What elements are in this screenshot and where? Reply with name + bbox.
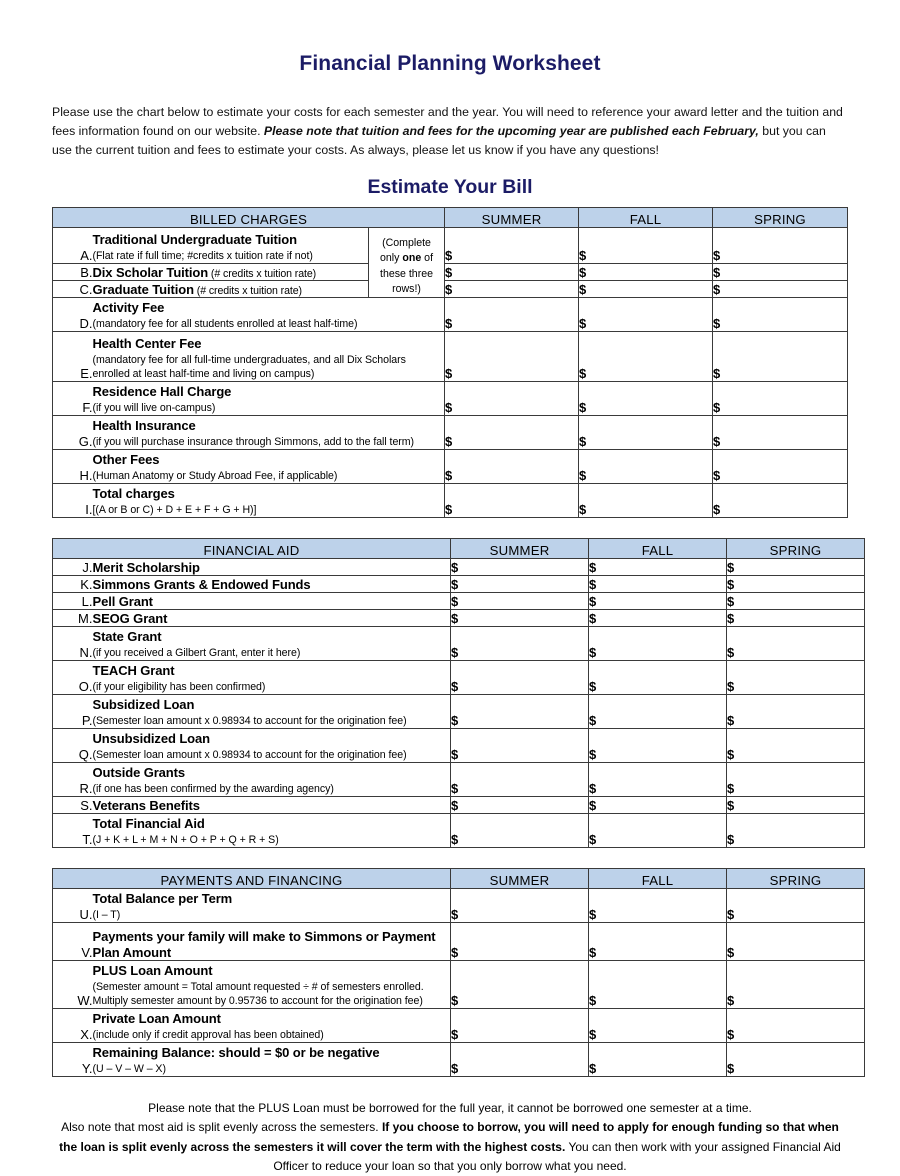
row-title-a: Traditional Undergraduate Tuition [92,232,297,248]
amount-cell-l-fall[interactable]: $ [589,593,727,610]
row-label-t [93,814,451,848]
table-row [53,797,865,814]
amount-cell-k-fall[interactable]: $ [589,576,727,593]
amount-cell-u-spring[interactable]: $ [727,889,865,923]
amount-cell-i-summer[interactable]: $ [445,484,579,518]
row-letter-d: D. [53,298,93,332]
amount-cell-c-summer[interactable]: $ [445,281,579,298]
row-title-g: Health Insurance [92,418,196,434]
amount-cell-x-spring[interactable]: $ [727,1009,865,1043]
row-letter-e: E. [53,332,93,382]
table-row [53,923,865,961]
amount-cell-p-summer[interactable]: $ [451,695,589,729]
amount-cell-w-spring[interactable]: $ [727,961,865,1009]
row-subtitle-c: (# credits x tuition rate) [193,284,302,297]
row-subtitle-w: (Semester amount = Total amount requested ÷ # of semesters enrolled. Multiply semester amount by 0.95736 to account for the origination fee) [92,980,424,1007]
row-subtitle-e: (mandatory fee for all full-time undergraduates, and all Dix Scholars enrolled at least half-time and living on campus) [92,353,406,380]
footnote-block [0,1077,900,1176]
row-title-c-text: Graduate Tuition [92,281,194,297]
row-label-p [93,695,451,729]
row-subtitle-d: (mandatory fee for all students enrolled at least half-time) [92,317,358,330]
table-row [53,763,865,797]
row-label-y [93,1043,451,1077]
amount-cell-s-fall[interactable]: $ [589,797,727,814]
table-row [53,450,848,484]
amount-cell-x-summer[interactable]: $ [451,1009,589,1043]
footnote-line2-bold: If you choose to borrow, you will need to apply for enough funding so that when the loan is split evenly across the semesters it will cover the term with the highest costs. [59,1120,839,1154]
amount-cell-r-fall[interactable]: $ [589,763,727,797]
row-title-d: Activity Fee [92,300,165,316]
row-letter-i: I. [53,484,93,518]
financial-aid-table [52,538,865,848]
row-label-i [93,484,445,518]
payments-and-financing-table [52,868,865,1077]
amount-cell-g-summer[interactable]: $ [445,416,579,450]
row-title-b [93,265,369,281]
amount-cell-n-spring[interactable]: $ [727,627,865,661]
column-header-summer: SUMMER [451,869,589,889]
amount-cell-e-spring[interactable]: $ [713,332,848,382]
row-subtitle-o: (if your eligibility has been confirmed) [92,680,266,693]
amount-cell-t-summer[interactable]: $ [451,814,589,848]
row-subtitle-g: (if you will purchase insurance through Simmons, add to the fall term) [92,435,415,448]
row-title-h: Other Fees [92,452,160,468]
amount-cell-m-fall[interactable]: $ [589,610,727,627]
amount-cell-r-spring[interactable]: $ [727,763,865,797]
row-title-l: Pell Grant [92,593,153,609]
amount-cell-u-summer[interactable]: $ [451,889,589,923]
amount-cell-l-spring[interactable]: $ [727,593,865,610]
row-letter-w: W. [53,961,93,1009]
table-row [53,593,865,610]
amount-cell-t-fall[interactable]: $ [589,814,727,848]
amount-cell-q-fall[interactable]: $ [589,729,727,763]
amount-cell-a-fall[interactable]: $ [579,228,713,264]
complete-note-line2-bold: one [402,252,422,265]
amount-cell-b-spring[interactable]: $ [713,264,848,281]
amount-cell-j-spring[interactable]: $ [727,559,865,576]
row-letter-g: G. [53,416,93,450]
intro-emphasis: Please note that tuition and fees for the upcoming year are published each February, [263,124,759,139]
amount-cell-w-summer[interactable]: $ [451,961,589,1009]
amount-cell-n-fall[interactable]: $ [589,627,727,661]
amount-cell-m-summer[interactable]: $ [451,610,589,627]
row-title-e: Health Center Fee [92,336,202,352]
row-title-s: Veterans Benefits [92,797,200,813]
row-subtitle-b: (# credits x tuition rate) [208,267,317,280]
row-label-n [93,627,451,661]
amount-cell-q-summer[interactable]: $ [451,729,589,763]
row-label-c [93,281,369,298]
amount-cell-k-summer[interactable]: $ [451,576,589,593]
row-label-d [93,298,445,332]
row-title-i: Total charges [92,486,175,502]
row-label-o [93,661,451,695]
row-subtitle-y: (U – V – W – X) [92,1062,166,1075]
complete-note-line2-post: of [421,252,434,265]
table-row [53,729,865,763]
row-title-f: Residence Hall Charge [92,384,232,400]
amount-cell-l-summer[interactable]: $ [451,593,589,610]
table-row [53,889,865,923]
row-subtitle-r: (if one has been confirmed by the awarding agency) [92,782,334,795]
table-row [53,332,848,382]
billed-charges-table [52,207,848,518]
row-subtitle-t: (J + K + L + M + N + O + P + Q + R + S) [92,833,279,846]
amount-cell-m-spring[interactable]: $ [727,610,865,627]
table-row [53,416,848,450]
amount-cell-n-summer[interactable]: $ [451,627,589,661]
table-row [53,610,865,627]
row-letter-u: U. [53,889,93,923]
page-title: Financial Planning Worksheet [299,52,601,75]
table-row [53,695,865,729]
row-subtitle-n: (if you received a Gilbert Grant, enter it here) [92,646,301,659]
complete-one-of-three-note [369,228,445,298]
complete-note-line2-pre: only [380,252,403,265]
amount-cell-b-summer[interactable]: $ [445,264,579,281]
table-row [53,298,848,332]
row-letter-c: C. [53,281,93,298]
table-row [53,661,865,695]
row-label-x [93,1009,451,1043]
table-row [53,228,848,264]
column-header-spring: SPRING [713,208,848,228]
row-label-a [93,228,369,264]
amount-cell-r-summer[interactable]: $ [451,763,589,797]
row-subtitle-u: (I – T) [92,908,121,921]
row-letter-n: N. [53,627,93,661]
row-subtitle-a: (Flat rate if full time; #credits x tuition rate if not) [92,249,313,262]
row-title-p: Subsidized Loan [92,697,195,713]
row-letter-j: J. [53,559,93,576]
amount-cell-s-summer[interactable]: $ [451,797,589,814]
row-letter-p: P. [53,695,93,729]
amount-cell-e-summer[interactable]: $ [445,332,579,382]
row-label-v [93,923,451,961]
amount-cell-f-fall[interactable]: $ [579,382,713,416]
footnote-line2-pre: Also note that most aid is split evenly across the semesters. [61,1120,382,1135]
table-row [53,382,848,416]
row-label-e [93,332,445,382]
amount-cell-h-summer[interactable]: $ [445,450,579,484]
row-subtitle-h: (Human Anatomy or Study Abroad Fee, if applicable) [92,469,338,482]
amount-cell-p-spring[interactable]: $ [727,695,865,729]
column-header-summer: SUMMER [451,539,589,559]
row-title-j: Merit Scholarship [92,559,200,575]
amount-cell-q-spring[interactable]: $ [727,729,865,763]
amount-cell-v-fall[interactable]: $ [589,923,727,961]
table-row [53,961,865,1009]
table-row [53,484,848,518]
row-letter-o: O. [53,661,93,695]
row-label-m [93,610,451,627]
amount-cell-g-fall[interactable]: $ [579,416,713,450]
row-letter-k: K. [53,576,93,593]
row-letter-t: T. [53,814,93,848]
amount-cell-t-spring[interactable]: $ [727,814,865,848]
amount-cell-f-summer[interactable]: $ [445,382,579,416]
table-row [53,814,865,848]
row-letter-h: H. [53,450,93,484]
row-subtitle-i: [(A or B or C) + D + E + F + G + H)] [92,503,257,516]
row-title-y: Remaining Balance: should = $0 or be negative [92,1045,380,1061]
amount-cell-b-fall[interactable]: $ [579,264,713,281]
amount-cell-d-summer[interactable]: $ [445,298,579,332]
row-title-t: Total Financial Aid [92,816,205,832]
row-letter-l: L. [53,593,93,610]
row-label-w [93,961,451,1009]
row-label-l [93,593,451,610]
amount-cell-i-fall[interactable]: $ [579,484,713,518]
amount-cell-y-summer[interactable]: $ [451,1043,589,1077]
row-title-n: State Grant [92,629,162,645]
amount-cell-p-fall[interactable]: $ [589,695,727,729]
row-letter-y: Y. [53,1043,93,1077]
column-header-spring: SPRING [727,539,865,559]
row-title-m: SEOG Grant [92,610,168,626]
amount-cell-i-spring[interactable]: $ [713,484,848,518]
complete-note-line3: these three [380,267,434,280]
table-row [53,281,848,298]
complete-note-line4: rows!) [392,282,421,295]
row-title-q: Unsubsidized Loan [92,731,210,747]
amount-cell-s-spring[interactable]: $ [727,797,865,814]
row-label-j [93,559,451,576]
row-letter-x: X. [53,1009,93,1043]
row-label-g [93,416,445,450]
row-label-k [93,576,451,593]
row-title-w: PLUS Loan Amount [92,963,213,979]
row-label-q [93,729,451,763]
amount-cell-x-fall[interactable]: $ [589,1009,727,1043]
financial-aid-header-row [53,539,865,559]
row-subtitle-x: (include only if credit approval has been obtained) [92,1028,324,1041]
row-title-k: Simmons Grants & Endowed Funds [92,576,311,592]
table-row [53,559,865,576]
footnote-line2-post: You can then work with your assigned Financial Aid Officer to reduce your loan so that you only borrow what you need. [273,1139,841,1173]
complete-note-line1: (Complete [382,236,431,249]
table-row [53,264,848,281]
intro-text-part1: Please use the chart below to estimate your costs for each semester and the year. You will need to reference your award letter and the tuition and fees information found on our website. [52,105,843,139]
row-label-b [93,264,369,281]
table-row [53,1009,865,1043]
amount-cell-c-spring[interactable]: $ [713,281,848,298]
row-subtitle-q: (Semester loan amount x 0.98934 to account for the origination fee) [92,748,407,761]
amount-cell-d-fall[interactable]: $ [579,298,713,332]
financial-aid-header-label: FINANCIAL AID [53,539,451,559]
row-title-c [93,282,369,298]
table-row [53,576,865,593]
column-header-fall: FALL [589,539,727,559]
row-subtitle-p: (Semester loan amount x 0.98934 to account for the origination fee) [92,714,407,727]
row-letter-q: Q. [53,729,93,763]
row-title-x: Private Loan Amount [92,1011,221,1027]
amount-cell-k-spring[interactable]: $ [727,576,865,593]
row-letter-s: S. [53,797,93,814]
amount-cell-o-summer[interactable]: $ [451,661,589,695]
amount-cell-y-spring[interactable]: $ [727,1043,865,1077]
column-header-fall: FALL [589,869,727,889]
row-label-u [93,889,451,923]
amount-cell-o-fall[interactable]: $ [589,661,727,695]
footnote-line1: Please note that the PLUS Loan must be borrowed for the full year, it cannot be borrowed one semester at a time. [148,1101,752,1116]
amount-cell-j-fall[interactable]: $ [589,559,727,576]
section-title-estimate-your-bill: Estimate Your Bill [367,176,533,199]
table-row [53,627,865,661]
intro-text-part2: but you can use the current tuition and fees to estimate your costs. As always, please let us know if you have any questions! [52,124,826,158]
column-header-summer: SUMMER [445,208,579,228]
payments-financing-header-row [53,869,865,889]
amount-cell-y-fall[interactable]: $ [589,1043,727,1077]
amount-cell-d-spring[interactable]: $ [713,298,848,332]
amount-cell-w-fall[interactable]: $ [589,961,727,1009]
row-title-b-text: Dix Scholar Tuition [92,264,209,280]
amount-cell-f-spring[interactable]: $ [713,382,848,416]
amount-cell-c-fall[interactable]: $ [579,281,713,298]
row-letter-b: B. [53,264,93,281]
amount-cell-u-fall[interactable]: $ [589,889,727,923]
billed-charges-header-label: BILLED CHARGES [53,208,445,228]
row-letter-v: V. [53,923,93,961]
table-row [53,1043,865,1077]
row-letter-a: A. [53,228,93,264]
row-subtitle-f: (if you will live on-campus) [92,401,216,414]
amount-cell-a-summer[interactable]: $ [445,228,579,264]
amount-cell-v-spring[interactable]: $ [727,923,865,961]
amount-cell-g-spring[interactable]: $ [713,416,848,450]
row-label-f [93,382,445,416]
amount-cell-h-spring[interactable]: $ [713,450,848,484]
amount-cell-h-fall[interactable]: $ [579,450,713,484]
intro-paragraph [0,75,900,160]
row-letter-f: F. [53,382,93,416]
amount-cell-e-fall[interactable]: $ [579,332,713,382]
amount-cell-o-spring[interactable]: $ [727,661,865,695]
row-letter-m: M. [53,610,93,627]
amount-cell-a-spring[interactable]: $ [713,228,848,264]
billed-charges-header-row [53,208,848,228]
column-header-spring: SPRING [727,869,865,889]
amount-cell-j-summer[interactable]: $ [451,559,589,576]
payments-financing-header-label: PAYMENTS AND FINANCING [53,869,451,889]
column-header-fall: FALL [579,208,713,228]
row-title-r: Outside Grants [92,765,186,781]
amount-cell-v-summer[interactable]: $ [451,923,589,961]
row-label-h [93,450,445,484]
row-title-v: Payments your family will make to Simmons or Payment Plan Amount [92,929,436,960]
row-label-r [93,763,451,797]
row-title-u: Total Balance per Term [92,891,233,907]
row-label-s [93,797,451,814]
row-title-o: TEACH Grant [92,663,175,679]
row-letter-r: R. [53,763,93,797]
